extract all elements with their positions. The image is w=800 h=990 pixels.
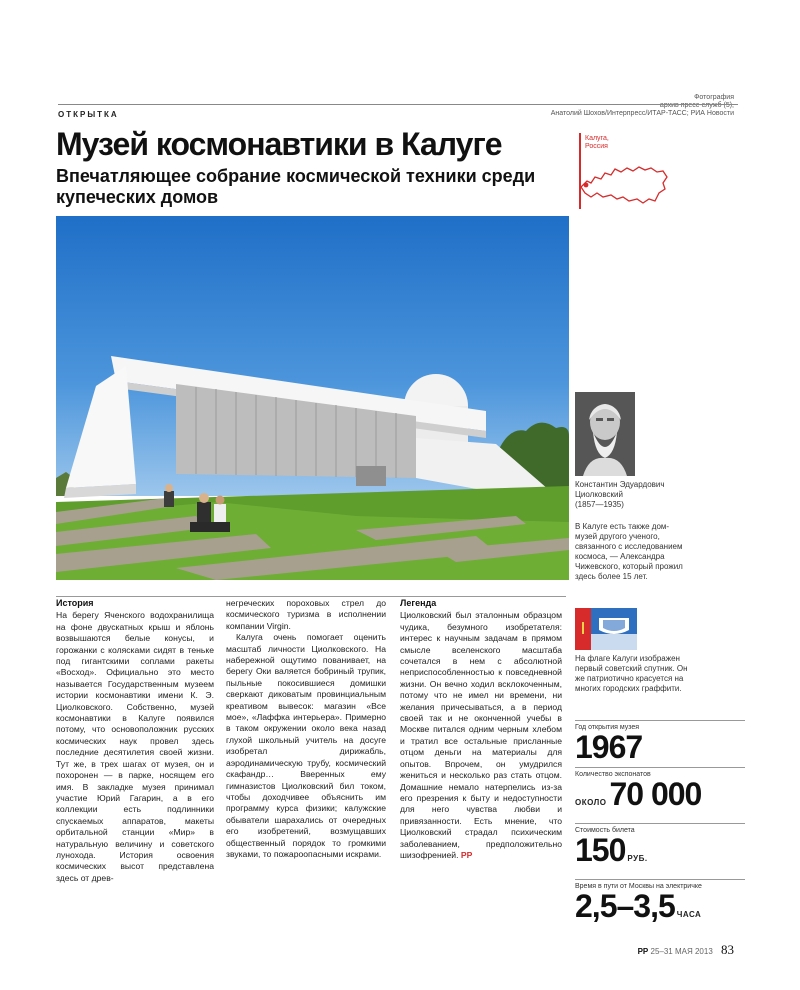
fact-value-row [575, 729, 745, 765]
fact-value-row [575, 832, 745, 874]
legend-text: Циолковский был эталонным образцом чудика, безумного изобретателя: интерес к научным задачам в прямом смысле вселенского масштаба сочетался в нем с абсолютной неприспособленностью к повседневной жизни. Он вечно ходил всклокоченным, потому что не имел ни времени, ни желания причесываться, а в период своей так и не оконченной учебы в Москве питался одним черным хлебом и тратил все остальные присланные отцом деньги на материалы для опытов. Впрочем, он умудрился жениться и несколько раз стать отцом. Домашние немало натерпелись из-за его презрения к быту и недоступности для него чувства любви и привязанности. Есть мнение, что Циолковский страдал психическим заболеванием, предположительно шизофренией. [400, 610, 562, 860]
credits-line-3: Анатолий Шохов/Интерпресс/ИТАР-ТАСС; РИА Новости [550, 110, 734, 117]
fact-unit: ЧАСА [676, 910, 702, 919]
fact-value: 150 [575, 832, 626, 868]
flag-note: На флаге Калуги изображен первый советский спутник. Он же патриотично красуется на многих городских граффити. [575, 654, 688, 693]
columns-divider [56, 596, 566, 597]
section-rubric: ОТКРЫТКА [58, 110, 119, 119]
kaluga-flag-icon [575, 608, 637, 650]
portrait-name: Константин Эдуардович Циолковский [575, 480, 665, 499]
portrait-caption [575, 480, 675, 510]
fact-ticket-price [575, 823, 745, 874]
fact-label: Время в пути от Москвы на электричке [575, 879, 745, 891]
fact-opening-year [575, 720, 745, 765]
credits-line-2: архив пресс-служб (5), [659, 102, 734, 109]
top-divider [58, 104, 738, 105]
history-text-1: На берегу Яченского водохранилища на фоне двускатных крыш и яблонь возвышаются белые конусы, и горожанки с колясками сидят в теньке под гигантскими соплами ракеты «Восход». Официально это место называется Государственным музеем истории космонавтики имени К. Э. Циолковского. Собственно, музей космонавтики в Калуге появился потому, что основоположник русских космических наук провел здесь последние десятилетия своей жизни. Тут же, в трех шагах от музея, он и похоронен — в парке, носящем его имя. В закладке музея принимал участие Юрий Гагарин, а в его коллекции есть подлинники спускаемых аппаратов, макеты орбитальной станции «Мир» в натуральную величину и советского лунохода. История освоения космических высот представлена здесь от древ- [56, 610, 214, 883]
fact-value-row [575, 776, 745, 818]
history-column-2 [226, 598, 386, 860]
fact-value: 2,5–3,5 [575, 888, 675, 924]
map-label [585, 135, 609, 151]
footer-date: 25–31 МАЯ 2013 [650, 947, 713, 956]
map-label-city: Калуга, [585, 135, 609, 142]
article-title: Музей космонавтики в Калуге [56, 126, 502, 162]
map-label-country: Россия [585, 143, 608, 150]
history-column [56, 598, 214, 884]
facts-sidebar [575, 720, 745, 935]
history-heading: История [56, 598, 94, 608]
locator-map [575, 133, 740, 223]
fact-exhibits-count [575, 767, 745, 818]
legend-paragraph [400, 610, 562, 861]
photo-credits [551, 94, 734, 118]
article-subtitle: Впечатляющее собрание космической техники среди купеческих домов [56, 166, 536, 207]
portrait-years: (1857—1935) [575, 500, 624, 509]
russia-outline-icon [579, 163, 669, 213]
fact-value: 1967 [575, 729, 643, 765]
legend-heading: Легенда [400, 598, 437, 608]
fact-label: Количество экспонатов [575, 767, 745, 779]
fact-prefix: ОКОЛО [575, 798, 607, 807]
kaluga-dot [584, 183, 589, 188]
fact-travel-time [575, 879, 745, 930]
history-text-3: Калуга очень помогает оценить масштаб личности Циолковского. На набережной ощутимо пованивает, на берегу Оки валяется бобриный трупик, пыльные покосившиеся домишки сверкают диковатым провинциальным креативом вывесок: магазин «Все мое», «Лаффка интерьера». Примерно в таком окружении около века назад глухой школьный учитель на досуге изобретал дирижабль, аэродинамическую трубу, космический скафандр… Вверенных ему гимназистов Циолковский бил током, чтобы доходчивее объяснить им программу курса физики; калужские обыватели шарахались от очередных его изобретений, возмущавших общественный порядок то громкими звуками, то пожароопасными искрами. [226, 632, 386, 859]
footer-brand: РР [637, 947, 649, 956]
museum-photo [56, 216, 569, 580]
page-number: 83 [721, 942, 734, 957]
legend-column [400, 598, 562, 861]
fact-label: Год открытия музея [575, 720, 745, 732]
chizhevsky-note: В Калуге есть также дом-музей другого ученого, связанного с исследованием космоса, — Александра Чижевского, который прожил здесь более 15 лет. [575, 522, 683, 581]
credits-line-1: Фотография [694, 94, 734, 101]
fact-unit: РУБ. [627, 854, 648, 863]
end-mark: РР [460, 849, 473, 860]
tsiolkovsky-portrait [575, 392, 635, 476]
fact-value: 70 000 [609, 776, 702, 812]
fact-label: Стоимость билета [575, 823, 745, 835]
history-text-2: негреческих пороховых стрел до космического туризма в исполнении компании Virgin. [226, 598, 386, 631]
fact-value-row [575, 888, 745, 930]
page-footer [638, 942, 734, 958]
